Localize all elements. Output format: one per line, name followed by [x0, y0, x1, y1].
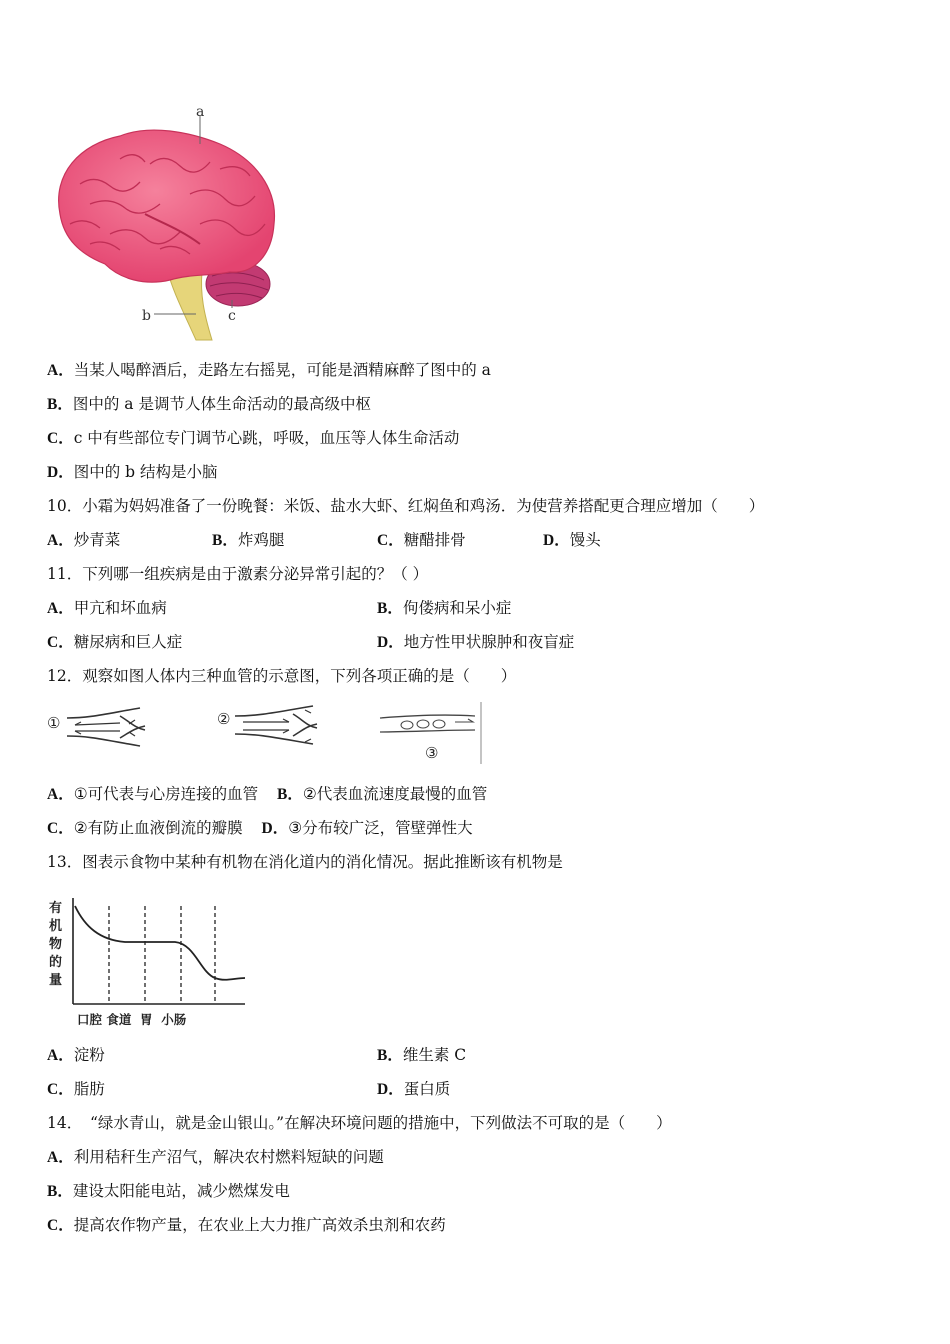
graph-ylabel-char-2: 机: [49, 919, 63, 934]
q13-option-b: B．维生素 C: [377, 1046, 467, 1064]
label-a: a: [196, 104, 205, 120]
q10-option-d: D．馒头: [543, 531, 601, 549]
digestion-graph: [45, 892, 255, 1032]
q11-option-c: C．糖尿病和巨人症: [47, 633, 183, 651]
label-c: c: [228, 308, 236, 324]
q9-option-a: A．当某人喝醉酒后，走路左右摇晃，可能是酒精麻醉了图中的 a: [47, 361, 491, 379]
digestion-curve: [75, 906, 245, 980]
q14-option-c: C．提高农作物产量，在农业上大力推广高效杀虫剂和农药: [47, 1216, 446, 1234]
q12-stem: 12．观察如图人体内三种血管的示意图，下列各项正确的是（ ）: [47, 667, 517, 685]
vessel-1-label: ①: [47, 714, 61, 732]
graph-ylabel-char-1: 有: [49, 901, 63, 916]
q9-option-b: B．图中的 a 是调节人体生命活动的最高级中枢: [47, 395, 371, 413]
brain-figure: [50, 104, 280, 344]
q12-options-row-1: A．①可代表与心房连接的血管 B．②代表血流速度最慢的血管: [47, 785, 488, 803]
q13-option-a: A．淀粉: [47, 1046, 105, 1064]
brainstem-shape: [168, 272, 212, 340]
vessel-3-label: ③: [425, 744, 439, 762]
q14-option-b: B．建设太阳能电站，减少燃煤发电: [47, 1182, 290, 1200]
graph-xlabel: 口腔 食道 胃 小肠: [77, 1012, 187, 1027]
q9-option-d: D．图中的 b 结构是小脑: [47, 463, 218, 481]
cerebrum-shape: [59, 130, 275, 282]
q10-stem: 10．小霜为妈妈准备了一份晚餐：米饭、盐水大虾、红焖鱼和鸡汤．为使营养搭配更合理应增加（ ）: [47, 497, 765, 515]
q13-option-c: C．脂肪: [47, 1080, 105, 1098]
q14-option-a: A．利用秸秆生产沼气，解决农村燃料短缺的问题: [47, 1148, 384, 1166]
vessel-3-diagram: [380, 702, 481, 764]
graph-ylabel-char-4: 的: [49, 955, 63, 970]
q9-option-c: C．c 中有些部位专门调节心跳，呼吸，血压等人体生命活动: [47, 429, 460, 447]
label-b: b: [142, 308, 151, 324]
blood-vessel-figure: [45, 700, 485, 768]
graph-ylabel-char-3: 物: [49, 937, 63, 952]
q13-option-d: D．蛋白质: [377, 1080, 451, 1098]
q10-option-b: B．炸鸡腿: [212, 531, 285, 549]
q12-options-row-2: C．②有防止血液倒流的瓣膜 D．③分布较广泛，管壁弹性大: [47, 819, 473, 837]
vessel-2-label: ②: [217, 710, 231, 728]
q11-stem: 11．下列哪一组疾病是由于激素分泌异常引起的？（ ）: [47, 565, 429, 583]
q13-stem: 13．图表示食物中某种有机物在消化道内的消化情况。据此推断该有机物是: [47, 853, 563, 871]
q11-option-d: D．地方性甲状腺肿和夜盲症: [377, 633, 575, 651]
q10-option-c: C．糖醋排骨: [377, 531, 466, 549]
vessel-1-diagram: [47, 708, 145, 746]
vessel-2-diagram: [217, 706, 317, 744]
graph-ylabel-char-5: 量: [49, 973, 63, 988]
q10-option-a: A．炒青菜: [47, 531, 121, 549]
q11-option-a: A．甲亢和坏血病: [47, 599, 167, 617]
q11-option-b: B．佝偻病和呆小症: [377, 599, 512, 617]
q14-stem: 14． “绿水青山，就是金山银山。”在解决环境问题的措施中，下列做法不可取的是（ ）: [47, 1114, 672, 1132]
